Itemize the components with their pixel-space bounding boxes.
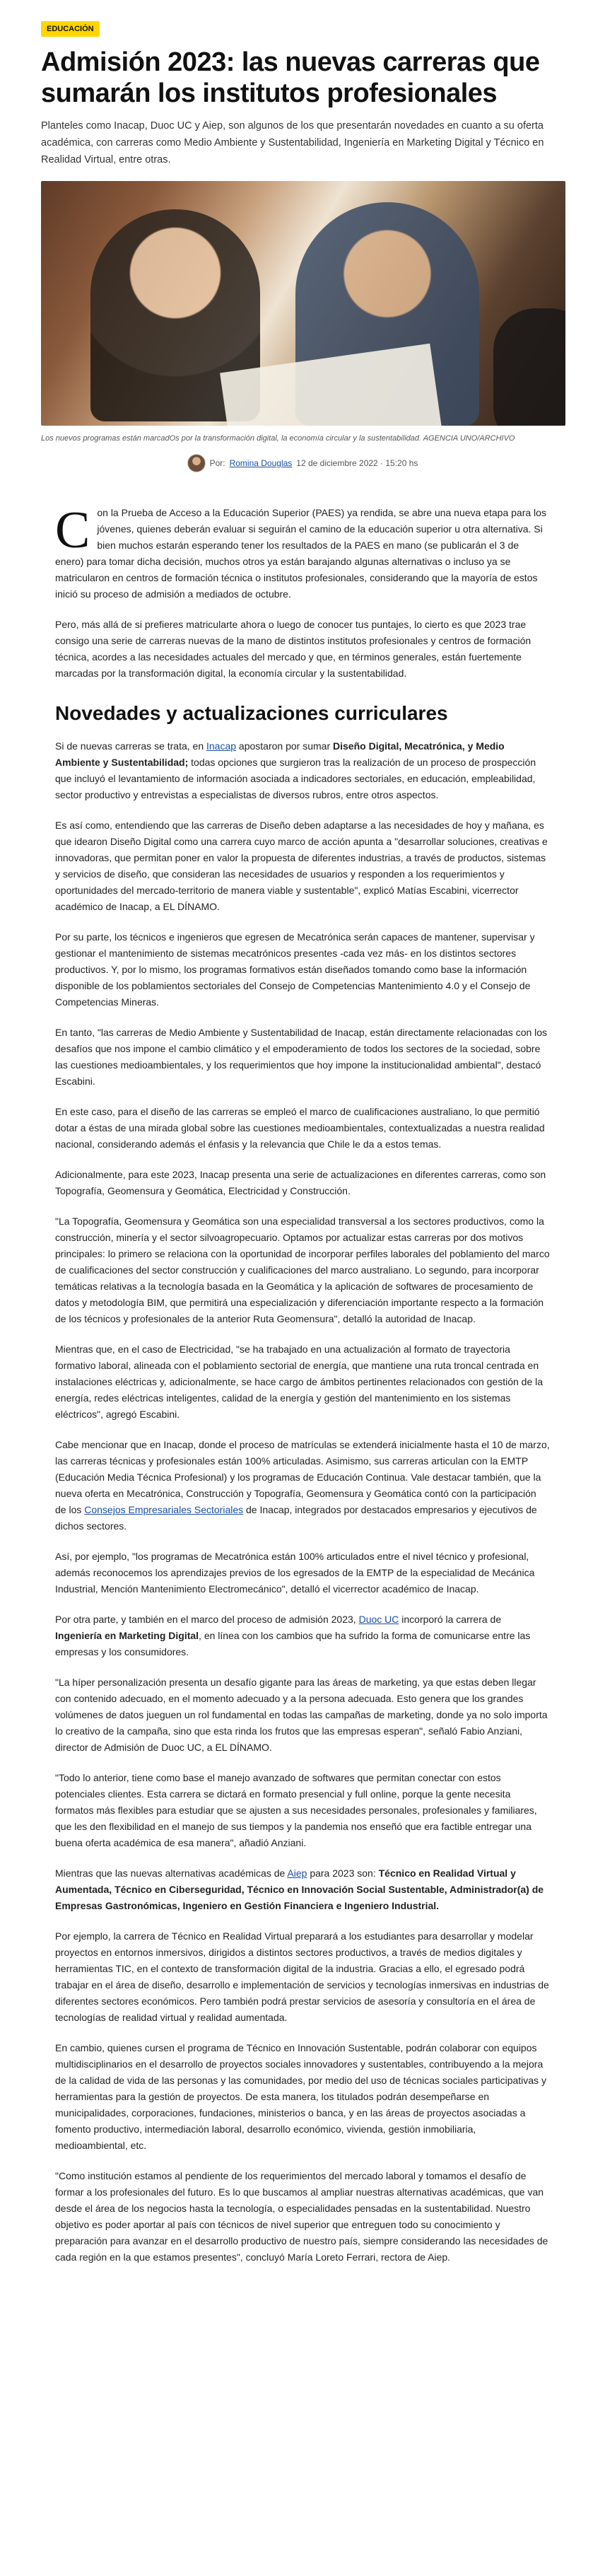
paragraph: "Todo lo anterior, tiene como base el manejo avanzado de softwares que permitan conectar con estos potenciales clientes. Esta carrera se dictará en formato presencial y full online, porque la gente necesita formatos más flexibles para estudiar que se ajusten a sus necesidades personales, profesionales y familiares, que les den flexibilidad en el manejo de sus tiempos y la pandemia nos enseñó que era factible entregar una buena oferta académica de esa manera", añadió Anziani. (55, 1772, 537, 1848)
publish-date: 12 de diciembre 2022 · 15:20 hs (296, 458, 418, 468)
paragraph: Por otra parte, y también en el marco del proceso de admisión 2023, Duoc UC incorporó la carrera de Ingeniería en Marketing Digital, en línea con los cambios que ha sufrido la forma de comunicarse entre las empresas y los consumidores. (55, 1614, 531, 1657)
section-heading: Novedades y actualizaciones curriculares (55, 702, 448, 724)
article-title: Admisión 2023: las nuevas carreras que sumarán los institutos profesionales (41, 47, 540, 108)
author-avatar (187, 454, 206, 472)
paragraph: Adicionalmente, para este 2023, Inacap presenta una serie de actualizaciones en diferentes carreras, como son Topografía, Geomensura y Geomática, Electricidad y Construcción. (55, 1169, 546, 1196)
author-link[interactable]: Romina Douglas (229, 458, 293, 468)
paragraph: Por su parte, los técnicos e ingenieros que egresen de Mecatrónica serán capaces de mantener, supervisar y gestionar el mantenimiento de sistemas mecatrónicos presentes -cada vez más- en los distintos sectores productivos. Y, por lo mismo, los programas formativos están diseñados tomando como base la información disponible de los poblamientos sectoriales del Consejo de Competencias Mantenimiento 4.0 y el Consejo de Competencias Mineras. (55, 931, 535, 1008)
article-lead: Planteles como Inacap, Duoc UC y Aiep, son algunos de los que presentarán novedades en cuanto a su oferta académica, con carreras como Medio Ambiente y Sustentabilidad, Ingeniería en Marketing Digital y Técnico en Realidad Virtual, entre otras. (41, 120, 544, 165)
aiep-link[interactable]: Aiep (287, 1867, 307, 1879)
paragraph: Así, por ejemplo, "los programas de Mecatrónica están 100% articulados entre el nivel técnico y profesional, además reconocemos los aprendizajes previos de los egresados de la EMTP de la especialidad de Mecánica Industrial, Mención Mantenimiento Electromecánico", detalló el vicerrector académico de Inacap. (55, 1551, 535, 1595)
byline (41, 454, 564, 472)
image-caption: Los nuevos programas están marcadOs por la transformación digital, la economía circular y la sustentabilidad. AGENCIA UNO/ARCHIVO (41, 434, 515, 443)
paragraph: Es así como, entendiendo que las carreras de Diseño deben adaptarse a las necesidades de hoy y mañana, es que idearon Diseño Digital como una carrera cuyo marco de acción apunta a "desarrollar soluciones, creativas e innovadoras, que permitan poner en valor la propuesta de diferentes industrias, a través de productos, sistemas y servicios de diseño, que consideran las necesidades de usuarios y responden a los requerimientos y oportunidades del mercado-territorio de manera viable y sustentable", explicó Matías Escabini, vicerrector académico de Inacap, a EL DÍNAMO. (55, 820, 548, 912)
paragraph: En tanto, "las carreras de Medio Ambiente y Sustentabilidad de Inacap, están directamente relacionadas con los desafíos que nos impone el cambio climático y el empoderamiento de todos los sectores de la sociedad, sobre las cuestiones medioambientales, y los requerimientos que hoy impone la institucionalidad ambiental", destacó Escabini. (55, 1027, 548, 1087)
consejos-link[interactable]: Consejos Empresariales Sectoriales (84, 1504, 244, 1515)
paragraph: En este caso, para el diseño de las carreras se empleó el marco de cualificaciones australiano, lo que permitió dotar a éstas de una mirada global sobre las cuestiones medioambientales, contextualizadas a nuestra realidad nacional, considerando además el énfasis y la relevancia que Chile le da a estos temas. (55, 1106, 545, 1150)
byline-prefix: Por: (209, 458, 225, 468)
inacap-link[interactable]: Inacap (206, 740, 237, 752)
article-body (0, 501, 605, 2266)
dropcap: C (55, 501, 90, 559)
paragraph: Con la Prueba de Acceso a la Educación Superior (PAES) ya rendida, se abre una nueva etapa para los jóvenes, quienes deberán evaluar si seguirán el camino de la educación superior u otra alternativa. Si bien muchos estarán esperando tener los resultados de la PAES en mano (se publicarán el 3 de enero) para tomar dicha decisión, muchos otros ya están barajando algunas alternativas o incluso ya se matricularon en centros de formación técnica o institutos profesionales, considerando que la mayoría de estos inició su proceso de admisión a mediados de octubre. (55, 501, 546, 600)
paragraph: Cabe mencionar que en Inacap, donde el proceso de matrículas se extenderá inicialmente hasta el 10 de marzo, las carreras técnicas y profesionales están 100% articuladas. Asimismo, sus carreras articulan con la EMTP (Educación Media Técnica Profesional) y los programas de Educación Continua. Vale destacar también, que la nueva oferta en Mecatrónica, Construcción y Topografía, Geomensura y Geomática contó con la participación de los Consejos Empresariales Sectoriales de Inacap, integrados por destacados empresarios y ejecutivos de dichos sectores. (55, 1439, 550, 1532)
paragraph: Pero, más allá de si prefieres matricularte ahora o luego de conocer tus puntajes, lo cierto es que 2023 trae consigo una serie de carreras nuevas de la mano de distintos institutos profesionales y centros de formación técnica, acordes a las necesidades actuales del mercado y que, en términos generales, están fuertemente marcadas por la transformación digital, la economía circular y la sustentabilidad. (55, 619, 531, 679)
duoc-link[interactable]: Duoc UC (358, 1614, 399, 1625)
hero-image (41, 181, 565, 426)
paragraph: "La híper personalización presenta un desafío gigante para las áreas de marketing, ya que estas deben llegar con contenido adecuado, en el momento adecuado y a la persona adecuada. Esto genera que los grandes volúmenes de datos jueguen un rol fundamental en todas las campañas de marketing, donde ya no solo importa lo creativo de la campaña, sino que esta rinda los frutos que las empresas esperan", señaló Fabio Anziani, director de Admisión de Duoc UC, a EL DÍNAMO. (55, 1677, 548, 1753)
paragraph: Por ejemplo, la carrera de Técnico en Realidad Virtual preparará a los estudiantes para desarrollar y modelar proyectos en entornos inmersivos, dirigidos a distintos sectores productivos, a través de medios digitales y herramientas TIC, en el contexto de transformación digital de la industria. Gracias a ello, el egresado podrá trabajar en el área de diseño, desarrollo e implementación de servicios y tecnologías inmersivas en industrias de diferentes sectores económicos. Pero también podrá prestar servicios de asesoría y consultoría en el área de tecnologías de realidad virtual y realidad aumentada. (55, 1930, 549, 2023)
paragraph: "Como institución estamos al pendiente de los requerimientos del mercado laboral y tomamos el desafío de formar a los profesionales del futuro. Es lo que buscamos al ampliar nuestras alternativas académicas, que van desde el área de los negocios hasta la tecnología, o especialidades pensadas en la sustentabilidad. Nuestro objetivo es poder aportar al país con técnicos de nivel superior que entreguen todo su conocimiento y preparación para avanzar en el desarrollo productivo de nuestro país, siempre considerando las necesidades de cada región en la que estamos presentes", concluyó María Loreto Ferrari, rectora de Aiep. (55, 2170, 548, 2263)
paragraph: "La Topografía, Geomensura y Geomática son una especialidad transversal a los sectores productivos, como la construcción, minería y el sector silvoagropecuario. Optamos por actualizar estas carreras por dos motivos principales: lo primero se relaciona con la oportunidad de incorporar perfiles laborales del poblamiento del marco de cualificaciones del sector construcción y cualificaciones del marco australiano. Lo segundo, para incorporar temáticas relativas a la tecnología basada en la Geomática y la aplicación de softwares de procesamiento de datos y metodología BIM, que permitirá una especialización y diferenciación importante respecto a la formación de los técnicos y profesionales de la anterior Ruta Geomensura", detalló la autoridad de Inacap. (55, 1216, 550, 1324)
paragraph: Mientras que, en el caso de Electricidad, "se ha trabajado en una actualización al formato de trayectoria formativo laboral, alineada con el poblamiento sectorial de energía, que mantiene una ruta troncal centrada en instalaciones eléctricas y, adicionalmente, se hace cargo de ámbitos pertinentes relacionados con gestión de la energía, redes eléctricas inteligentes, calidad de la energía y gestión del mantenimiento en los sistemas eléctricos", agregó Escabini. (55, 1344, 544, 1420)
article-header (0, 0, 605, 472)
category-tag[interactable]: EDUCACIÓN (41, 21, 100, 37)
paragraph: Si de nuevas carreras se trata, en Inacap apostaron por sumar Diseño Digital, Mecatrónica, y Medio Ambiente y Sustentabilidad; todas opciones que surgieron tras la realización de un proceso de prospección que incluyó el levantamiento de información asociada a indicadores sectoriales, en educación, empleabilidad, sector productivo y entrevistas a especialistas de diversos rubros, entre otros aspectos. (55, 740, 536, 800)
paragraph: Mientras que las nuevas alternativas académicas de Aiep para 2023 son: Técnico en Realidad Virtual y Aumentada, Técnico en Ciberseguridad, Técnico en Innovación Social Sustentable, Administrador(a) de Empresas Gastronómicas, Ingeniero en Gestión Financiera e Ingeniero Industrial. (55, 1867, 544, 1911)
paragraph: En cambio, quienes cursen el programa de Técnico en Innovación Sustentable, podrán colaborar con equipos multidisciplinarios en el desarrollo de proyectos sociales innovadores y sustentables, contribuyendo a la mejora de la calidad de vida de las personas y las comunidades, por medio del uso de técnicas sociales participativas y herramientas para la gestión de proyectos. De esta manera, los titulados podrán desempeñarse en municipalidades, corporaciones, fundaciones, ministerios o banca, y en las áreas de proyectos asociadas a fomento productivo, intermediación laboral, desarrollo económico, vivienda, gestión inmobiliaria, medioambiental, etc. (55, 2042, 546, 2151)
